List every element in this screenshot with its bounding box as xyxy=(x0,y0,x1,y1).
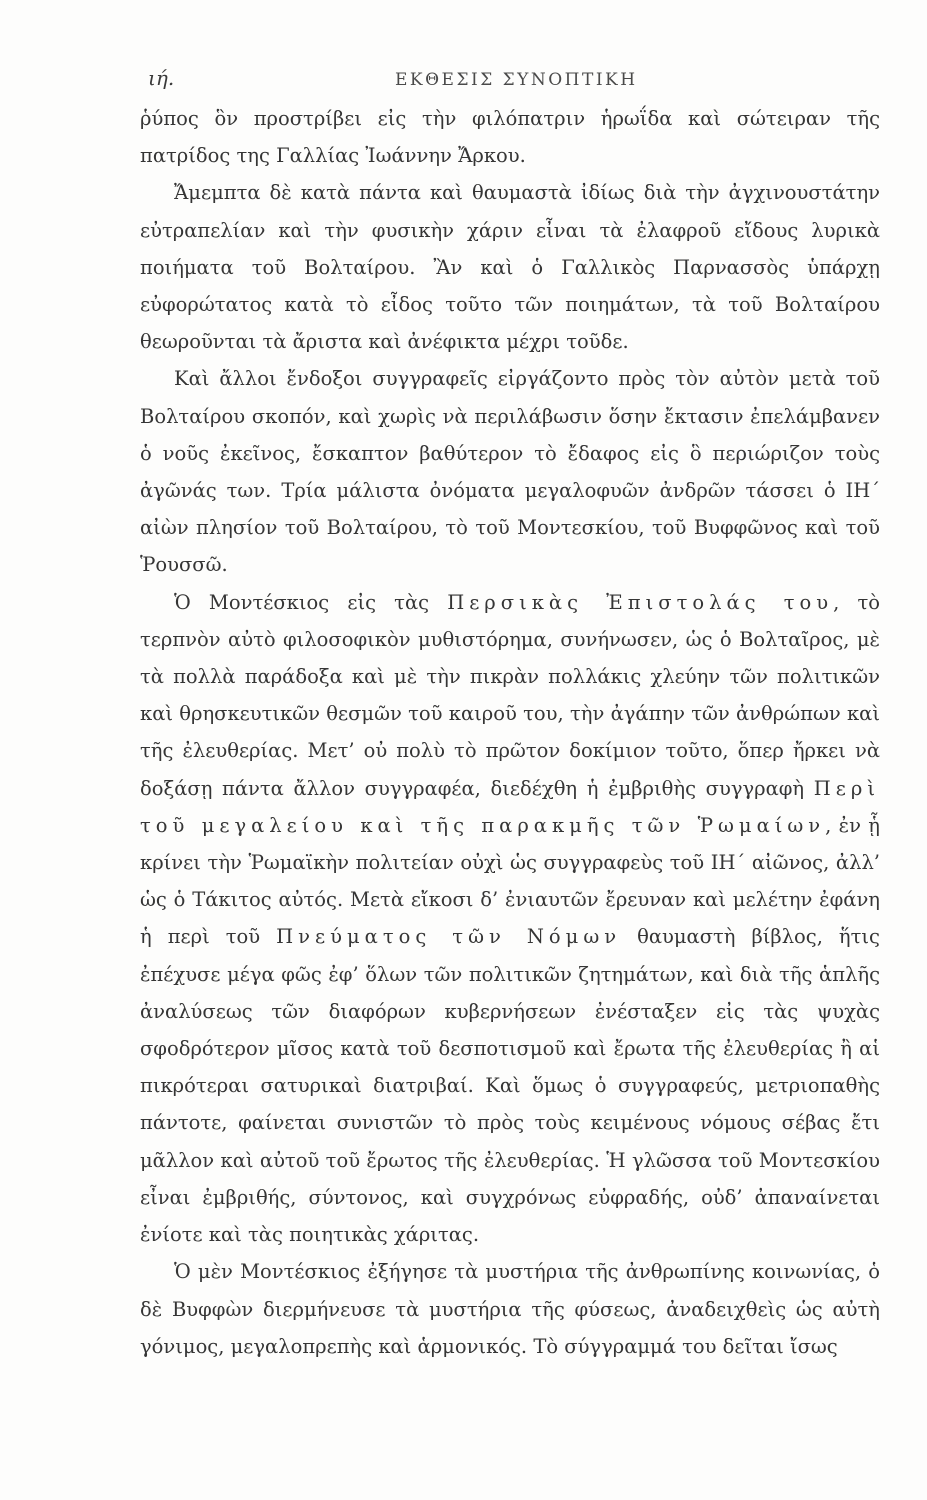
text-run: θαυμαστὴ βίβλος, ἥτις ἐπέχυσε μέγα φῶς ἐφ’ ὅλων τῶν πολιτικῶν ζητημάτων, καὶ διὰ τῆς ἁπλῆς ἀναλύσεως τῶν διαφόρων κυβερνήσεων ἐνέσταξεν εἰς τὰς ψυχὰς σφοδρότερον μῖσος κατὰ τοῦ δεσποτισμοῦ καὶ ἔρωτα τῆς ἐλευθερίας ἢ αἱ πικρότεραι σατυρικαὶ διατριβαί. Καὶ ὅμως ὁ συγγραφεύς, μετριοπαθὴς πάντοτε, φαίνεται συνιστῶν τὸ πρὸς τοὺς κειμένους νόμους σέβας ἔτι μᾶλλον καὶ αὐτοῦ τοῦ ἔρωτος τῆς ἐλευθερίας. Ἡ γλῶσσα τοῦ Μοντεσκίου εἶναι ἐμβριθής, σύντονος, καὶ συγχρόνως εὐφραδής, οὐδ’ ἀπαναίνεται ἐνίοτε καὶ τὰς ποιητικὰς χάριτας. xyxy=(140,925,880,1247)
paragraph xyxy=(140,100,880,174)
text-run: Ἄμεμπτα δὲ κατὰ πάντα καὶ θαυμαστὰ ἰδίως διὰ τὴν ἀγχινουστάτην εὐτραπελίαν καὶ τὴν φυσικὴν χάριν εἶναι τὰ ἐλαφροῦ εἴδους λυρικὰ ποιήματα τοῦ Βολταίρου. Ἂν καὶ ὁ Γαλλικὸς Παρνασσὸς ὑπάρχῃ εὐφορώτατος κατὰ τὸ εἶδος τοῦτο τῶν ποιημάτων, τὰ τοῦ Βολταίρου θεωροῦνται τὰ ἄριστα καὶ ἀνέφικτα μέχρι τοῦδε. xyxy=(140,181,880,354)
emphasized-title: Πνεύματος τῶν Νόμων xyxy=(276,925,622,949)
paragraph xyxy=(140,1253,880,1365)
body-text xyxy=(140,100,880,1365)
page-number: ιή. xyxy=(148,66,175,90)
paragraph xyxy=(140,174,880,360)
running-title: ΕΚΘΕΣΙΣ ΣΥΝΟΠΤΙΚΗ xyxy=(395,70,638,90)
text-run: , ἐν ᾗ κρίνει τὴν Ῥωμαϊκὴν πολιτείαν οὐχὶ ὡς συγγραφεὺς τοῦ ΙΗ΄ αἰῶνος, ἀλλ’ ὡς ὁ Τάκιτος αὐτός. Μετὰ εἴκοσι δ’ ἐνιαυτῶν ἔρευναν καὶ μελέτην ἐφάνη ἡ περὶ τοῦ xyxy=(140,813,880,949)
text-run: Ὁ Μοντέσκιος εἰς τὰς xyxy=(174,590,448,614)
text-run: Ὁ μὲν Μοντέσκιος ἐξήγησε τὰ μυστήρια τῆς ἀνθρωπίνης κοινωνίας, ὁ δὲ Βυφφὼν διερμήνευσε τὰ μυστήρια τῆς φύσεως, ἀναδειχθεὶς ὡς αὐτὴ γόνιμος, μεγαλοπρεπὴς καὶ ἁρμονικός. Τὸ σύγγραμμά του δεῖται ἴσως xyxy=(140,1260,880,1358)
emphasized-title: Περσικὰς Ἐπιστολάς του xyxy=(447,590,834,614)
paragraph xyxy=(140,360,880,583)
text-run: , τὸ τερπνὸν αὐτὸ φιλοσοφικὸν μυθιστόρημα, συνήνωσεν, ὡς ὁ Βολταῖρος, μὲ τὰ πολλὰ παράδοξα καὶ μὲ τὴν πικρὰν πολλάκις χλεύην τῶν πολιτικῶν καὶ θρησκευτικῶν θεσμῶν τοῦ καιροῦ του, τὴν ἀγάπην τῶν ἀνθρώπων καὶ τῆς ἐλευθερίας. Μετ’ οὐ πολὺ τὸ πρῶτον δοκίμιον τοῦτο, ὅπερ ἤρκει νὰ δοξάσῃ πάντα ἄλλον συγγραφέα, διεδέχθη ἡ ἐμβριθὴς συγγραφὴ xyxy=(140,590,880,800)
paragraph xyxy=(140,584,880,1254)
page-header xyxy=(140,66,860,98)
emphasized-title: Περὶ τοῦ μεγαλείου καὶ τῆς παρακμῆς τῶν Ῥωμαίων xyxy=(140,776,880,837)
text-run: ῥύπος ὃν προστρίβει εἰς τὴν φιλόπατριν ἡρωΐδα καὶ σώτειραν τῆς πατρίδος της Γαλλίας Ἰωάννην Ἄρκου. xyxy=(140,107,880,168)
text-run: Καὶ ἄλλοι ἔνδοξοι συγγραφεῖς εἰργάζοντο πρὸς τὸν αὐτὸν μετὰ τοῦ Βολταίρου σκοπόν, καὶ χωρὶς νὰ περιλάβωσιν ὅσην ἔκτασιν ἐπελάμβανεν ὁ νοῦς ἐκεῖνος, ἔσκαπτον βαθύτερον τὸ ἔδαφος εἰς ὃ περιώριζον τοὺς ἀγῶνάς των. Τρία μάλιστα ὀνόματα μεγαλοφυῶν ἀνδρῶν τάσσει ὁ ΙΗ΄ αἰὼν πλησίον τοῦ Βολταίρου, τὸ τοῦ Μοντεσκίου, τοῦ Βυφφῶνος καὶ τοῦ Ῥουσσῶ. xyxy=(140,367,880,577)
